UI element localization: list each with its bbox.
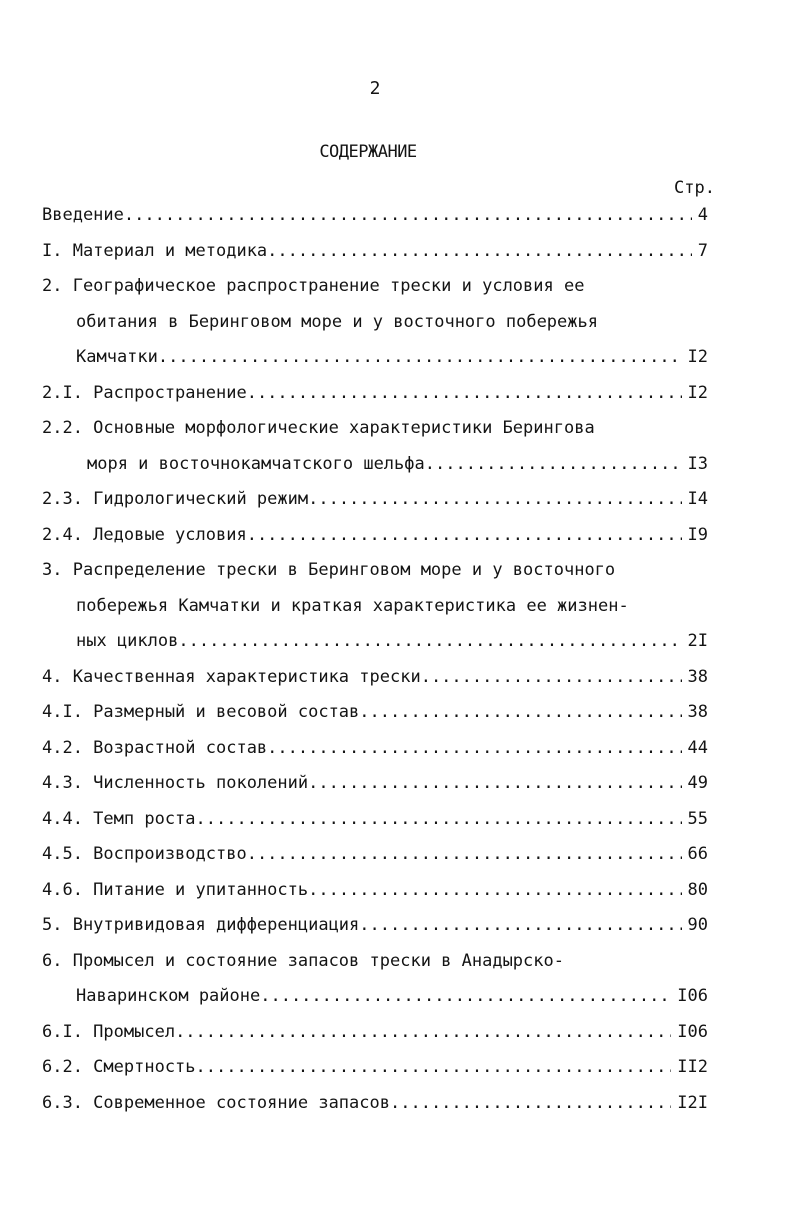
- toc-entry-page: 38: [687, 666, 708, 687]
- toc-entry: [42, 703, 708, 721]
- toc-entry: [42, 1023, 708, 1041]
- dot-leader: [124, 206, 692, 224]
- toc-entry-text: 2.2. Основные морфологические характеристики Берингова: [42, 418, 595, 438]
- toc-entry-page: I2: [687, 347, 708, 367]
- toc-title: СОДЕРЖАНИЕ: [319, 142, 417, 162]
- toc-entry: [42, 526, 708, 544]
- toc-entry-page: 4: [697, 205, 708, 225]
- toc-entry-page: I2I: [677, 1092, 708, 1113]
- toc-entry-text: 2. Географическое распространение трески и условия ее: [42, 276, 585, 296]
- toc-entry-text: 6.3. Современное состояние запасов: [42, 1092, 390, 1113]
- dot-leader: [247, 526, 682, 544]
- toc-entry-text: I. Материал и методика: [42, 240, 268, 261]
- toc-entry-text: 4.3. Численность поколений: [42, 773, 309, 793]
- toc-entry-page: 49: [687, 773, 708, 793]
- dot-leader: [196, 810, 682, 828]
- toc-entry-page: I06: [677, 986, 708, 1006]
- toc-entry-text: Камчатки: [76, 347, 158, 367]
- toc-entry-last-line: [42, 916, 708, 934]
- toc-entry-page: I2: [687, 382, 708, 403]
- toc-entry-last-line: [42, 703, 708, 721]
- toc-entry-page: II2: [677, 1057, 708, 1077]
- dot-leader: [308, 881, 681, 899]
- toc-entry-text: 6.I. Промысел: [42, 1021, 176, 1042]
- toc-entry-text: 4.I. Размерный и весовой состав: [42, 702, 360, 722]
- toc-entry-text: 6.2. Смертность: [42, 1057, 196, 1077]
- toc-entry-last-line: [42, 632, 708, 650]
- pages-column-label: Стр.: [674, 178, 715, 198]
- toc-entry-text: 2.4. Ледовые условия: [42, 524, 247, 545]
- toc-entry-text: моря и восточнокамчатского шельфа: [87, 453, 425, 474]
- dot-leader: [175, 1023, 671, 1041]
- toc-entry-text: 3. Распределение трески в Беринговом море и у восточного: [42, 560, 616, 580]
- toc-entry: [42, 668, 708, 686]
- toc-entry-last-line: [42, 384, 708, 402]
- toc-entry: [42, 490, 708, 508]
- toc-entry: [42, 1094, 708, 1112]
- toc-entry-text: 4.6. Питание и упитанность: [42, 879, 309, 900]
- dot-leader: [196, 1058, 672, 1076]
- toc-entry: [42, 206, 708, 224]
- toc-entry-text: Введение: [42, 205, 124, 225]
- dot-leader: [178, 632, 681, 650]
- toc-entry-text: Наваринском районе: [76, 986, 261, 1006]
- toc-entry-last-line: [42, 881, 708, 899]
- toc-entry: [42, 916, 708, 934]
- toc-entry-last-line: [42, 668, 708, 686]
- toc-entry-last-line: [42, 810, 708, 828]
- toc-entry-last-line: [42, 774, 708, 792]
- dot-leader: [308, 490, 681, 508]
- toc-entry-page: 2I: [687, 631, 708, 651]
- toc-entry: [42, 845, 708, 863]
- toc-entry-page: I3: [687, 453, 708, 474]
- dot-leader: [267, 242, 692, 260]
- toc-entry-page: 80: [687, 879, 708, 900]
- toc-entry-text: 6. Промысел и состояние запасов трески в Анадырско-: [42, 950, 564, 971]
- toc-entry-last-line: [42, 1094, 708, 1112]
- toc-entry-text: побережья Камчатки и краткая характеристика ее жизнен-: [76, 595, 629, 616]
- toc-entry: [42, 419, 708, 473]
- toc-entry-text: ных циклов: [76, 631, 179, 651]
- toc-entry-page: I4: [687, 489, 708, 509]
- dot-leader: [247, 384, 682, 402]
- dot-leader: [359, 703, 681, 721]
- dot-leader: [308, 774, 681, 792]
- toc-entry-page: I9: [687, 524, 708, 545]
- toc-entry-text: 4.2. Возрастной состав: [42, 737, 268, 758]
- toc-entry-last-line: [42, 348, 708, 366]
- toc-entry-text: 4.4. Темп роста: [42, 808, 196, 829]
- toc-entry-page: 7: [697, 240, 708, 261]
- toc-entry-page: 55: [687, 808, 708, 829]
- dot-leader: [247, 845, 682, 863]
- toc-entry-last-line: [42, 455, 708, 473]
- toc-entry-last-line: [42, 490, 708, 508]
- toc-entry-last-line: [42, 1023, 708, 1041]
- toc-entry-last-line: [42, 987, 708, 1005]
- toc-entry-text: 4.5. Воспроизводство: [42, 844, 247, 864]
- toc-entry: [42, 242, 708, 260]
- toc-entry-text: обитания в Беринговом море и у восточного побережья: [76, 311, 598, 332]
- toc-entry-last-line: [42, 845, 708, 863]
- toc-entry-text: 4. Качественная характеристика трески: [42, 666, 421, 687]
- toc-entry-page: I06: [677, 1021, 708, 1042]
- toc-entry: [42, 881, 708, 899]
- toc-entry: [42, 952, 708, 1006]
- toc-entry-text: 2.3. Гидрологический режим: [42, 489, 309, 509]
- toc-entry-page: 44: [687, 737, 708, 758]
- toc-entry: [42, 739, 708, 757]
- page-number: 2: [369, 78, 381, 99]
- toc-entry: [42, 810, 708, 828]
- dot-leader: [158, 348, 682, 366]
- toc-entry: [42, 277, 708, 366]
- toc-entry-page: 66: [687, 844, 708, 864]
- dot-leader: [260, 987, 671, 1005]
- toc-entry-last-line: [42, 242, 708, 260]
- dot-leader: [421, 668, 682, 686]
- toc-entry-last-line: [42, 206, 708, 224]
- toc-entry-last-line: [42, 1058, 708, 1076]
- toc-entry-text: 2.I. Распространение: [42, 382, 247, 403]
- table-of-contents: [42, 206, 708, 1129]
- dot-leader: [390, 1094, 671, 1112]
- toc-entry: [42, 561, 708, 650]
- toc-entry-last-line: [42, 739, 708, 757]
- toc-entry-page: 90: [687, 915, 708, 935]
- toc-entry-last-line: [42, 526, 708, 544]
- dot-leader: [267, 739, 681, 757]
- toc-entry-text: 5. Внутривидовая дифференциация: [42, 915, 360, 935]
- toc-entry-page: 38: [687, 702, 708, 722]
- toc-entry: [42, 1058, 708, 1076]
- dot-leader: [425, 455, 682, 473]
- toc-entry: [42, 384, 708, 402]
- dot-leader: [359, 916, 681, 934]
- toc-entry: [42, 774, 708, 792]
